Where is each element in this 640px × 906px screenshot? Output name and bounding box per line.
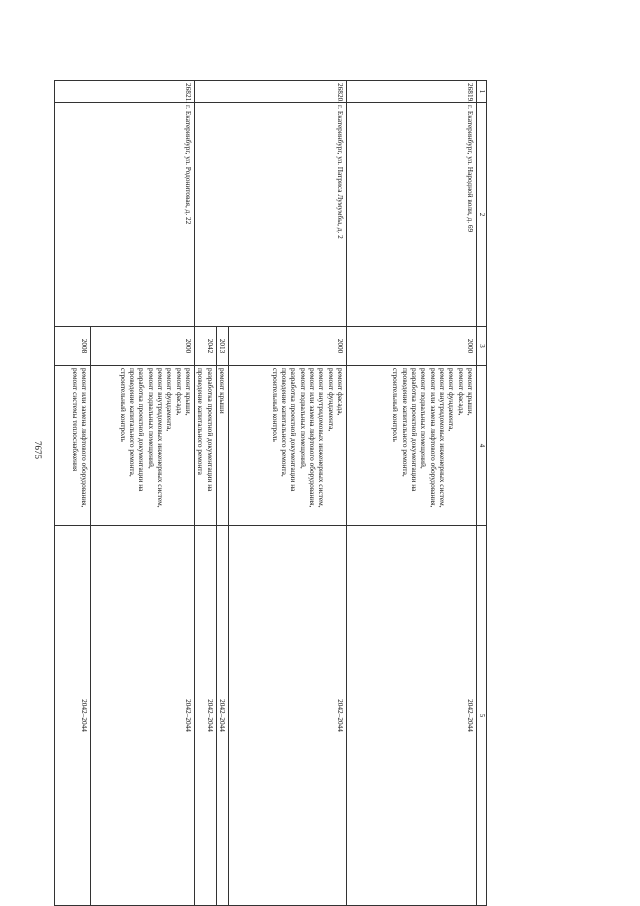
- work-item: проведение капитального ремонта: [196, 368, 206, 475]
- entry-year: 2008: [55, 327, 91, 366]
- work-item: разработка проектной документации на: [410, 368, 420, 492]
- entry-works: [55, 366, 91, 526]
- work-item: ремонт внутридомовых инженерных систем,: [156, 368, 166, 508]
- work-item: ремонт фасада,: [174, 368, 184, 416]
- work-item: ремонт или замена лифтового оборудования,: [428, 368, 438, 508]
- work-item: ремонт или замена лифтового оборудования,: [80, 368, 90, 508]
- row-address: г. Екатеринбург, ул. Родонитовая, д. 22: [55, 103, 195, 327]
- entry-year: 2042: [195, 327, 217, 366]
- entry-period: 2042–2044: [347, 526, 477, 906]
- column-header: 1: [477, 81, 487, 103]
- work-item: строительный контроль: [118, 368, 128, 442]
- row-address: г. Екатеринбург, ул. Патриса Лумумбы, д. 2: [195, 103, 347, 327]
- work-item: ремонт внутридомовых инженерных систем,: [438, 368, 448, 508]
- column-header: 2: [477, 103, 487, 327]
- work-item: строительный контроль: [270, 368, 280, 442]
- work-item: ремонт или замена лифтового оборудования,: [308, 368, 318, 508]
- work-item: ремонт фундамента,: [165, 368, 175, 432]
- row-number: 26820.: [195, 81, 347, 103]
- work-item: ремонт подвальных помещений,: [419, 368, 429, 469]
- table-header-row: [477, 81, 487, 906]
- work-item: ремонт фундамента,: [326, 368, 336, 432]
- page-number: 7675: [33, 441, 43, 459]
- work-item: ремонт крыши,: [466, 368, 475, 416]
- work-item: проведение капитального ремонта,: [128, 368, 138, 477]
- work-item: ремонт внутридомовых инженерных систем,: [317, 368, 327, 508]
- table-row: [229, 81, 347, 906]
- entry-works: [216, 366, 228, 526]
- work-item: проведение капитального ремонта,: [400, 368, 410, 477]
- work-item: строительный контроль: [391, 368, 401, 442]
- work-item: ремонт системы теплоснабжения: [70, 368, 80, 472]
- rotated-table-wrapper: [70, 80, 487, 905]
- entry-works: [91, 366, 195, 526]
- work-item: ремонт фасада,: [456, 368, 466, 416]
- work-item: разработка проектной документации на: [205, 368, 215, 492]
- work-item: разработка проектной документации на: [137, 368, 147, 492]
- work-item: разработка проектной документации на: [289, 368, 299, 492]
- entry-period: 2042–2044: [195, 526, 217, 906]
- work-item: проведение капитального ремонта,: [280, 368, 290, 477]
- column-header: 4: [477, 366, 487, 526]
- column-header: 3: [477, 327, 487, 366]
- capital-repair-table: [54, 80, 487, 906]
- entry-period: 2042–2044: [55, 526, 91, 906]
- entry-year: 2000: [347, 327, 477, 366]
- work-item: ремонт фундамента,: [447, 368, 457, 432]
- row-number: 26819.: [347, 81, 477, 103]
- work-item: ремонт подвальных помещений,: [146, 368, 156, 469]
- work-item: ремонт крыши,: [184, 368, 194, 416]
- work-item: ремонт подвальных помещений,: [298, 368, 308, 469]
- entry-works: [195, 366, 217, 526]
- entry-year: 2000: [229, 327, 347, 366]
- entry-works: [229, 366, 347, 526]
- row-address: г. Екатеринбург, ул. Народной воли, д. 69: [347, 103, 477, 327]
- entry-period: 2042–2044: [91, 526, 195, 906]
- entry-period: 2042–2044: [229, 526, 347, 906]
- entry-period: 2042–2044: [216, 526, 228, 906]
- table-row: [347, 81, 477, 906]
- entry-year: 2000: [91, 327, 195, 366]
- table-row: [91, 81, 195, 906]
- work-item: ремонт фасада,: [336, 368, 345, 416]
- entry-works: [347, 366, 477, 526]
- column-header: 5: [477, 526, 487, 906]
- entry-year: 2013: [216, 327, 228, 366]
- work-item: ремонт крыши: [218, 368, 227, 414]
- row-number: 26821.: [55, 81, 195, 103]
